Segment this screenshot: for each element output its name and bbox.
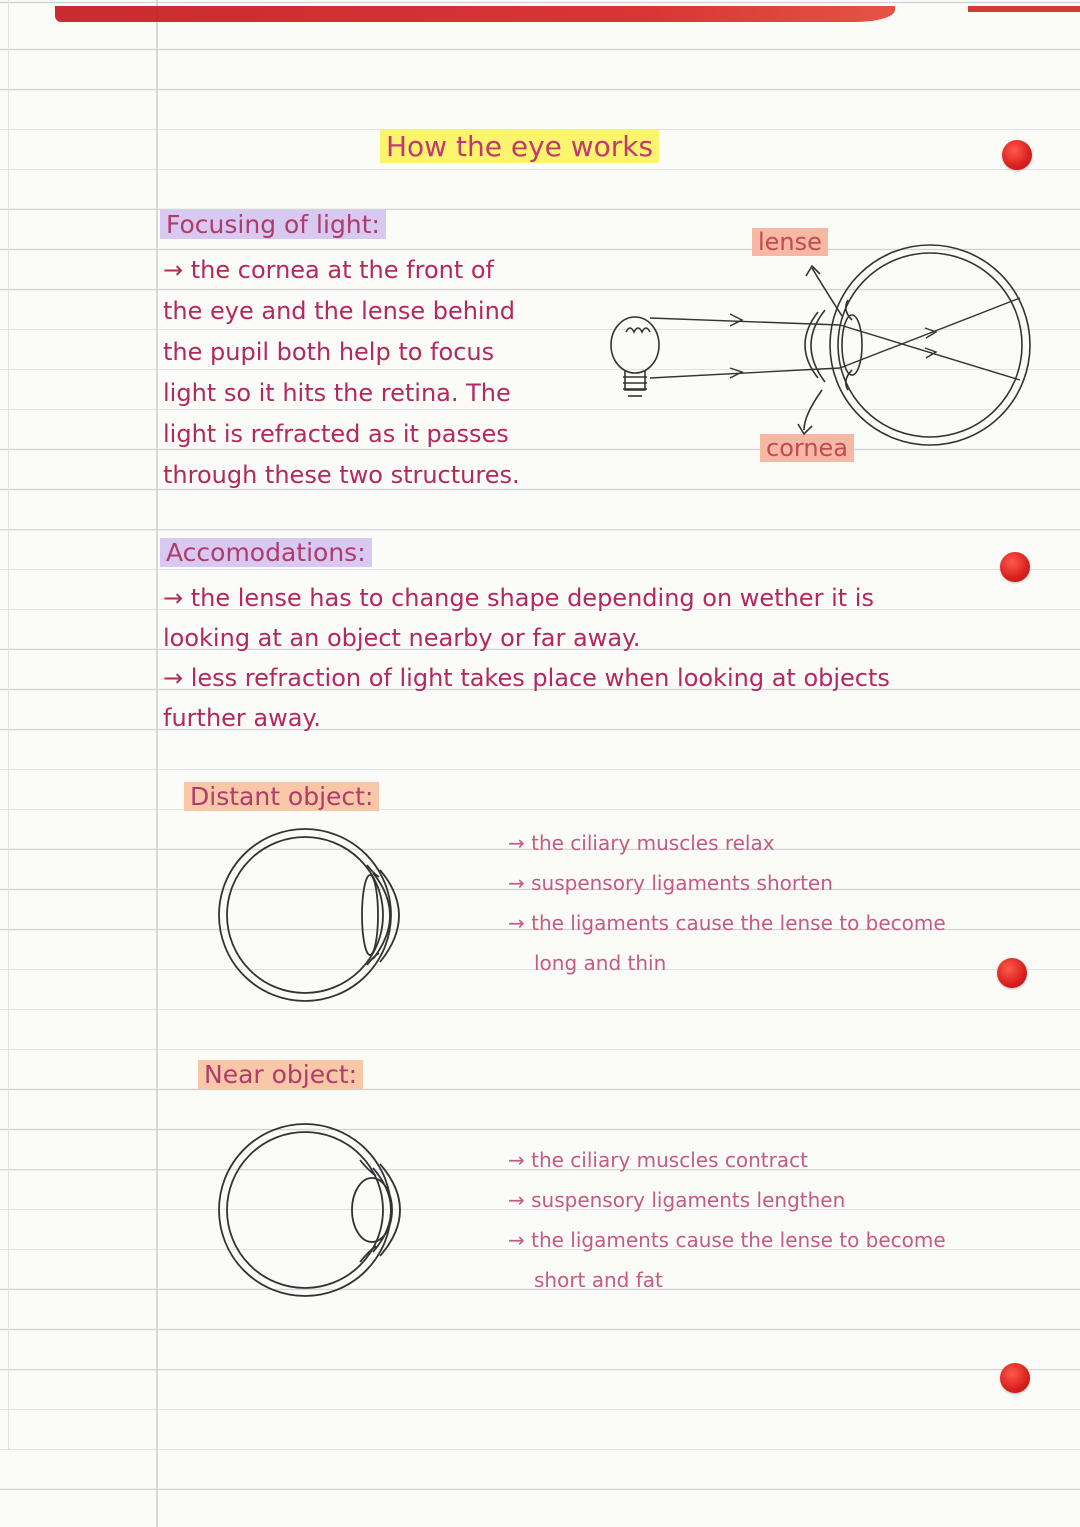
near-heading: Near object: <box>198 1060 363 1089</box>
punch-hole-1 <box>1002 140 1032 170</box>
top-color-band-right <box>968 6 1080 12</box>
accommodation-paragraph <box>163 578 890 738</box>
distant-bullet-1: → the ciliary muscles relax <box>508 831 775 855</box>
near-bullet-2: → suspensory ligaments lengthen <box>508 1188 846 1212</box>
accommodation-heading: Accomodations: <box>160 538 372 567</box>
distant-bullet-2: → suspensory ligaments shorten <box>508 871 833 895</box>
distant-bullet-4: long and thin <box>534 951 667 975</box>
near-bullets <box>508 1140 946 1300</box>
near-bullet-3: → the ligaments cause the lense to become <box>508 1228 946 1252</box>
accommodation-line-1: → the lense has to change shape depending on wether it is <box>163 584 874 612</box>
focusing-diagram <box>600 240 1040 470</box>
near-bullet-1: → the ciliary muscles contract <box>508 1148 808 1172</box>
distant-eye-diagram <box>210 825 430 1005</box>
margin-line <box>156 0 158 1527</box>
accommodation-line-4: further away. <box>163 704 321 732</box>
focusing-line-2: the eye and the lense behind <box>163 297 516 325</box>
light-rays <box>650 298 1020 380</box>
near-bullet-4: short and fat <box>534 1268 663 1292</box>
top-color-band <box>55 6 895 22</box>
punch-hole-2 <box>1000 552 1030 582</box>
distant-bullet-3: → the ligaments cause the lense to become <box>508 911 946 935</box>
page-edge <box>8 0 9 1450</box>
focusing-line-6: through these two structures. <box>163 461 520 489</box>
near-eye-diagram <box>210 1122 440 1302</box>
distant-bullets <box>508 823 946 983</box>
focusing-paragraph <box>163 250 520 496</box>
focusing-line-4: light so it hits the retina. The <box>163 379 511 407</box>
accommodation-line-3: → less refraction of light takes place when looking at objects <box>163 664 890 692</box>
page-title: How the eye works <box>380 130 659 163</box>
distant-heading: Distant object: <box>184 782 379 811</box>
lense-label: lense <box>752 228 828 256</box>
focusing-line-5: light is refracted as it passes <box>163 420 509 448</box>
lightbulb-icon <box>611 317 659 396</box>
eye-diagram <box>798 245 1030 445</box>
accommodation-line-2: looking at an object nearby or far away. <box>163 624 641 652</box>
punch-hole-3 <box>997 958 1027 988</box>
cornea-label: cornea <box>760 434 854 462</box>
focusing-line-3: the pupil both help to focus <box>163 338 495 366</box>
punch-hole-4 <box>1000 1363 1030 1393</box>
focusing-line-1: → the cornea at the front of <box>163 256 495 284</box>
focusing-heading: Focusing of light: <box>160 210 386 239</box>
